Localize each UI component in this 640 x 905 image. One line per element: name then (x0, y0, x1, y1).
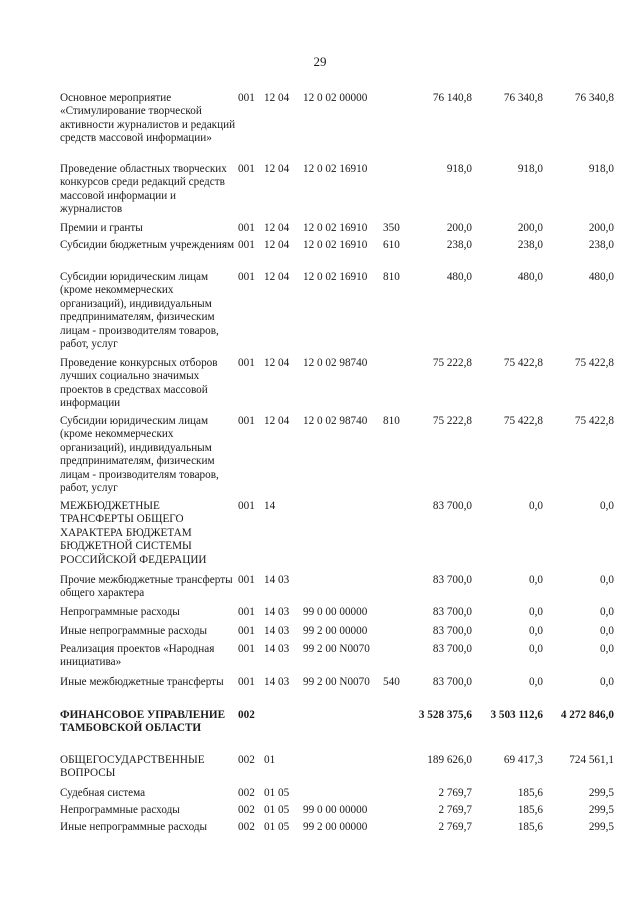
row-value-2: 0,0 (529, 574, 543, 586)
row-value-2: 75 422,8 (503, 357, 543, 369)
row-vr: 810 (383, 415, 400, 427)
row-ved: 001 (238, 574, 255, 586)
row-ved: 001 (238, 676, 255, 688)
row-value-1: 83 700,0 (432, 643, 472, 655)
row-csr: 12 0 02 16910 (303, 271, 368, 283)
row-csr: 12 0 02 00000 (303, 92, 368, 104)
row-ved: 001 (238, 92, 255, 104)
row-ved: 001 (238, 415, 255, 427)
row-value-3: 299,5 (588, 787, 614, 799)
row-rz: 14 03 (264, 574, 290, 586)
row-value-1: 76 140,8 (432, 92, 472, 104)
row-value-1: 2 769,7 (438, 804, 472, 816)
row-name: Прочие межбюджетные трансферты общего характера (60, 574, 233, 600)
row-value-3: 0,0 (600, 676, 614, 688)
row-rz: 12 04 (264, 163, 290, 175)
row-value-3: 0,0 (600, 500, 614, 512)
row-ved: 001 (238, 163, 255, 175)
row-value-3: 299,5 (588, 821, 614, 833)
row-name: Непрограммные расходы (60, 606, 180, 618)
row-name: ФИНАНСОВОЕ УПРАВЛЕНИЕ ТАМБОВСКОЙ ОБЛАСТИ (60, 709, 226, 735)
row-value-3: 75 422,8 (574, 357, 614, 369)
row-name: МЕЖБЮДЖЕТНЫЕ ТРАНСФЕРТЫ ОБЩЕГО ХАРАКТЕРА БЮДЖЕТАМ БЮДЖЕТНОЙ СИСТЕМЫ РОССИЙСКОЙ ФЕДЕРАЦИИ (60, 500, 207, 566)
row-rz: 14 (264, 500, 276, 512)
row-csr: 99 2 00 N0070 (303, 643, 370, 655)
row-csr: 12 0 02 98740 (303, 357, 368, 369)
row-value-3: 200,0 (588, 222, 614, 234)
row-rz: 14 03 (264, 676, 290, 688)
row-name: Судебная система (60, 787, 146, 799)
row-csr: 99 2 00 N0070 (303, 676, 370, 688)
row-vr: 540 (383, 676, 400, 688)
row-rz: 14 03 (264, 606, 290, 618)
row-csr: 99 0 00 00000 (303, 804, 368, 816)
row-csr: 99 2 00 00000 (303, 625, 368, 637)
row-value-2: 0,0 (529, 676, 543, 688)
row-name: Иные непрограммные расходы (60, 821, 208, 833)
row-value-2: 200,0 (517, 222, 543, 234)
row-name: Непрограммные расходы (60, 804, 180, 816)
row-value-1: 2 769,7 (438, 787, 472, 799)
row-rz: 01 05 (264, 821, 290, 833)
row-value-1: 83 700,0 (432, 676, 472, 688)
row-value-1: 75 222,8 (432, 357, 472, 369)
row-value-3: 0,0 (600, 625, 614, 637)
row-name: Субсидии юридическим лицам (кроме некоммерческих организаций), индивидуальным предпринимателям, физическим лицам - производителям товаров, работ, услуг (60, 271, 219, 351)
row-value-3: 0,0 (600, 643, 614, 655)
row-rz: 01 05 (264, 804, 290, 816)
row-value-3: 0,0 (600, 606, 614, 618)
row-ved: 002 (238, 804, 255, 816)
row-csr: 12 0 02 16910 (303, 222, 368, 234)
row-value-1: 75 222,8 (432, 415, 472, 427)
row-ved: 001 (238, 239, 255, 251)
row-rz: 12 04 (264, 222, 290, 234)
row-ved: 001 (238, 271, 255, 283)
row-value-1: 238,0 (446, 239, 472, 251)
row-rz: 01 (264, 754, 276, 766)
row-value-2: 238,0 (517, 239, 543, 251)
row-value-2: 185,6 (517, 787, 543, 799)
row-ved: 002 (238, 821, 255, 833)
row-csr: 12 0 02 16910 (303, 163, 368, 175)
row-name: Проведение областных творческих конкурсов среди редакций средств массовой информации и журналистов (60, 163, 227, 216)
row-csr: 12 0 02 16910 (303, 239, 368, 251)
row-value-1: 918,0 (446, 163, 472, 175)
row-ved: 001 (238, 357, 255, 369)
row-value-2: 76 340,8 (503, 92, 543, 104)
row-name: Иные непрограммные расходы (60, 625, 208, 637)
row-csr: 99 2 00 00000 (303, 821, 368, 833)
row-ved: 002 (238, 709, 255, 721)
row-name: Реализация проектов «Народная инициатива» (60, 643, 215, 669)
row-value-3: 480,0 (588, 271, 614, 283)
row-ved: 001 (238, 606, 255, 618)
row-ved: 001 (238, 500, 255, 512)
row-value-3: 4 272 846,0 (560, 709, 614, 721)
row-value-1: 83 700,0 (432, 574, 472, 586)
row-value-2: 480,0 (517, 271, 543, 283)
row-value-2: 0,0 (529, 606, 543, 618)
row-value-3: 76 340,8 (574, 92, 614, 104)
row-value-2: 3 503 112,6 (490, 709, 543, 721)
row-name: Премии и гранты (60, 222, 143, 234)
row-rz: 12 04 (264, 92, 290, 104)
row-rz: 12 04 (264, 239, 290, 251)
row-ved: 001 (238, 222, 255, 234)
row-value-1: 480,0 (446, 271, 472, 283)
row-vr: 810 (383, 271, 400, 283)
row-rz: 01 05 (264, 787, 290, 799)
row-rz: 14 03 (264, 643, 290, 655)
row-value-1: 83 700,0 (432, 606, 472, 618)
row-value-2: 0,0 (529, 625, 543, 637)
row-rz: 12 04 (264, 357, 290, 369)
row-ved: 002 (238, 787, 255, 799)
row-name: Иные межбюджетные трансферты (60, 676, 224, 688)
row-ved: 001 (238, 625, 255, 637)
row-vr: 610 (383, 239, 400, 251)
row-name: Субсидии бюджетным учреждениям (60, 239, 235, 251)
row-value-2: 185,6 (517, 821, 543, 833)
row-value-2: 0,0 (529, 500, 543, 512)
row-rz: 12 04 (264, 271, 290, 283)
row-name: Проведение конкурсных отборов лучших социально значимых проектов в средствах массовой информации (60, 357, 218, 410)
row-vr: 350 (383, 222, 400, 234)
page-number: 29 (313, 54, 327, 69)
row-value-1: 200,0 (446, 222, 472, 234)
row-value-3: 238,0 (588, 239, 614, 251)
row-rz: 12 04 (264, 415, 290, 427)
row-csr: 12 0 02 98740 (303, 415, 368, 427)
row-value-1: 83 700,0 (432, 500, 472, 512)
row-value-3: 918,0 (588, 163, 614, 175)
row-value-3: 0,0 (600, 574, 614, 586)
row-ved: 002 (238, 754, 255, 766)
row-name: ОБЩЕГОСУДАРСТВЕННЫЕ ВОПРОСЫ (60, 754, 205, 780)
row-name: Субсидии юридическим лицам (кроме некоммерческих организаций), индивидуальным предпринимателям, физическим лицам - производителям товаров, работ, услуг (60, 415, 219, 495)
row-value-2: 185,6 (517, 804, 543, 816)
row-value-3: 75 422,8 (574, 415, 614, 427)
row-value-1: 189 626,0 (427, 754, 472, 766)
row-value-3: 299,5 (588, 804, 614, 816)
row-name: Основное мероприятие «Стимулирование творческой активности журналистов и редакций средств массовой информации» (60, 92, 236, 145)
row-value-2: 0,0 (529, 643, 543, 655)
row-value-1: 3 528 375,6 (418, 709, 472, 721)
row-value-2: 918,0 (517, 163, 543, 175)
row-value-1: 2 769,7 (438, 821, 472, 833)
row-value-1: 83 700,0 (432, 625, 472, 637)
row-value-2: 75 422,8 (503, 415, 543, 427)
row-value-3: 724 561,1 (569, 754, 614, 766)
row-ved: 001 (238, 643, 255, 655)
row-csr: 99 0 00 00000 (303, 606, 368, 618)
row-rz: 14 03 (264, 625, 290, 637)
row-value-2: 69 417,3 (503, 754, 543, 766)
